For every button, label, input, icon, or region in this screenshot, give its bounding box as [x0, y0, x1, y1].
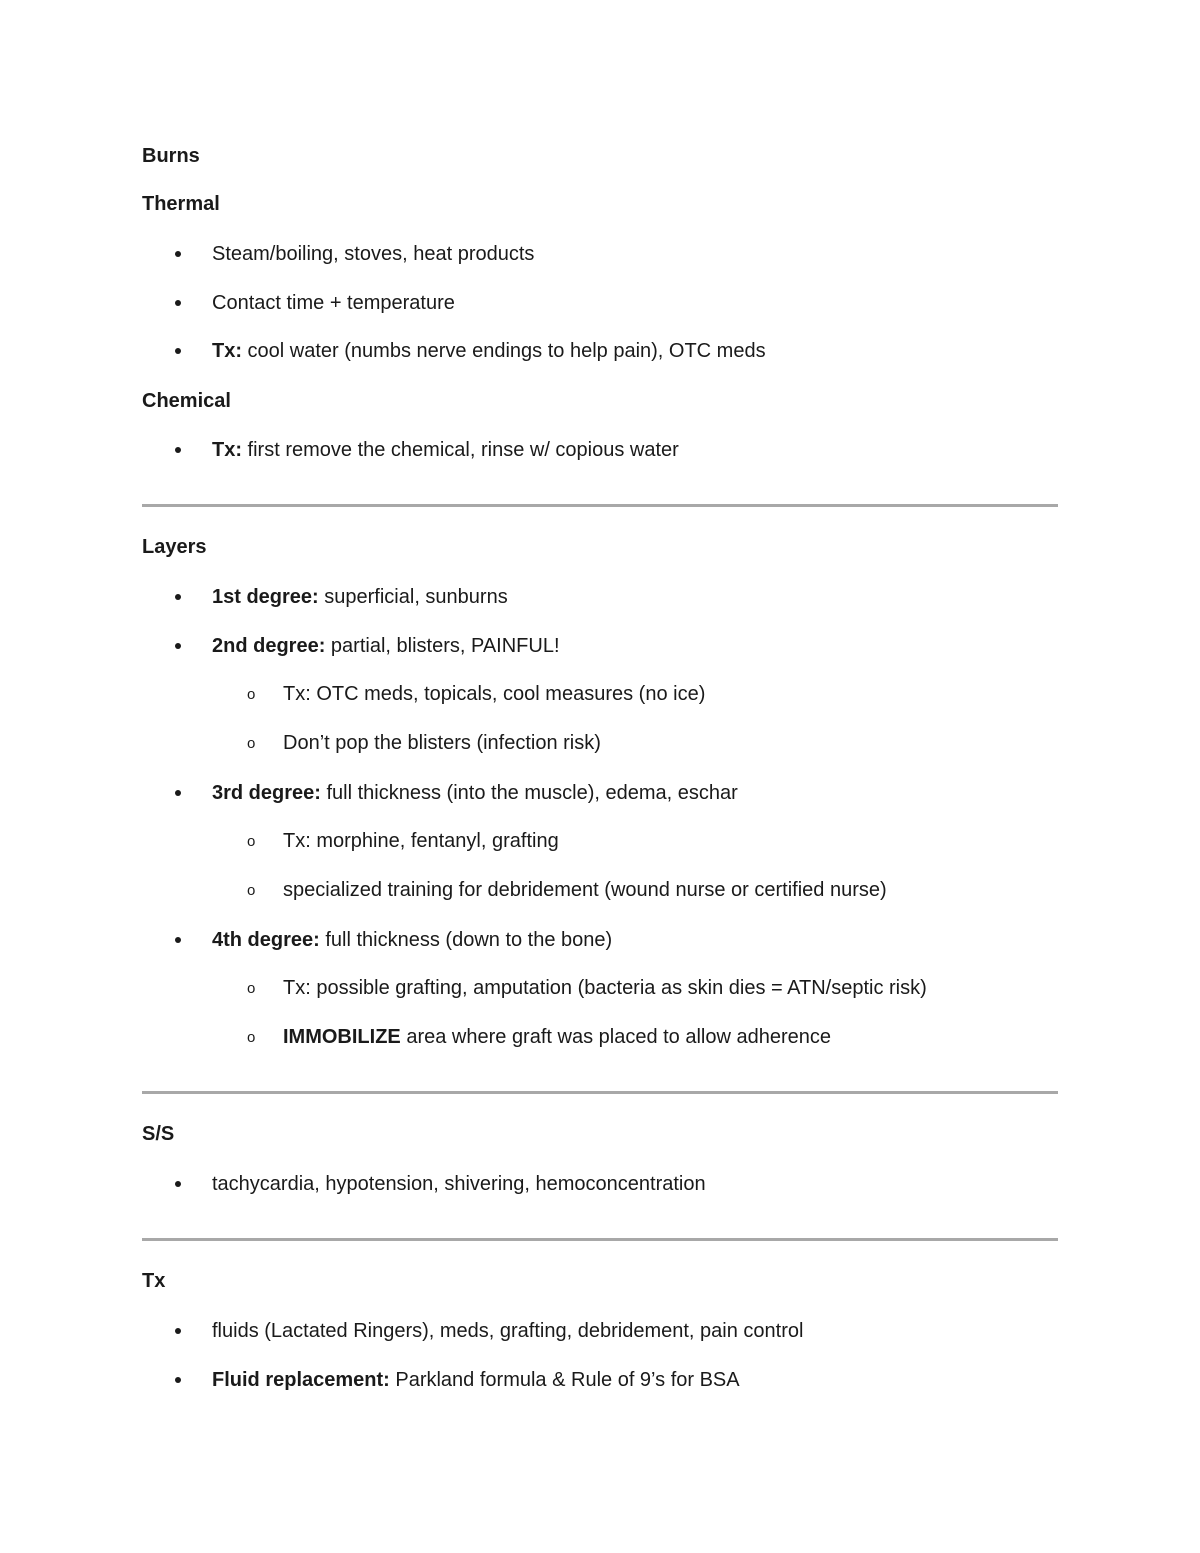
sub-list-item	[283, 682, 705, 706]
item-text: area where graft was placed to allow adherence	[400, 1026, 832, 1048]
list-item	[212, 781, 738, 805]
item-text: Tx: morphine, fentanyl, grafting	[283, 830, 559, 852]
sub-list-item	[283, 976, 927, 1000]
section-divider	[142, 504, 1058, 507]
section-divider	[142, 1091, 1058, 1094]
item-lead: 1st degree:	[212, 586, 319, 608]
item-text: Tx: OTC meds, topicals, cool measures (no ice)	[283, 683, 706, 705]
heading-layers: Layers	[142, 536, 207, 558]
sub-list-item	[283, 1025, 831, 1049]
item-text: Tx: possible grafting, amputation (bacteria as skin dies = ATN/septic risk)	[283, 977, 927, 999]
item-text: full thickness (down to the bone)	[319, 929, 613, 951]
sub-list-item	[283, 829, 559, 853]
item-text: full thickness (into the muscle), edema, eschar	[320, 782, 738, 804]
list-item	[212, 1368, 740, 1392]
item-lead: 2nd degree:	[212, 635, 326, 657]
heading-burns: Burns	[142, 145, 200, 167]
list-item	[212, 339, 766, 363]
item-lead: Tx:	[212, 439, 242, 461]
list-item	[212, 242, 534, 266]
item-lead: 3rd degree:	[212, 782, 321, 804]
list-item	[212, 585, 508, 609]
section-divider	[142, 1238, 1058, 1241]
item-text: cool water (numbs nerve endings to help pain), OTC meds	[242, 340, 766, 362]
list-item	[212, 438, 679, 462]
item-lead: Tx:	[212, 340, 242, 362]
list-item	[212, 634, 560, 658]
item-text: Don’t pop the blisters (infection risk)	[283, 732, 601, 754]
list-item	[212, 291, 455, 315]
item-text: first remove the chemical, rinse w/ copious water	[242, 439, 679, 461]
sub-list-item	[283, 731, 601, 755]
item-text: Contact time + temperature	[212, 292, 455, 314]
heading-thermal: Thermal	[142, 193, 220, 215]
item-lead: 4th degree:	[212, 929, 320, 951]
list-item	[212, 1319, 803, 1343]
item-text: specialized training for debridement (wound nurse or certified nurse)	[283, 879, 887, 901]
item-lead: IMMOBILIZE	[283, 1026, 401, 1048]
sub-list-item	[283, 878, 887, 902]
heading-treatment: Tx	[142, 1270, 166, 1292]
item-text: Parkland formula & Rule of 9’s for BSA	[389, 1369, 740, 1391]
list-item	[212, 928, 612, 952]
heading-chemical: Chemical	[142, 390, 231, 412]
item-text: fluids (Lactated Ringers), meds, grafting, debridement, pain control	[212, 1320, 804, 1342]
heading-signs-symptoms: S/S	[142, 1123, 175, 1145]
item-text: tachycardia, hypotension, shivering, hemoconcentration	[212, 1173, 706, 1195]
item-lead: Fluid replacement:	[212, 1369, 390, 1391]
list-item	[212, 1172, 706, 1196]
item-text: Steam/boiling, stoves, heat products	[212, 243, 535, 265]
item-text: partial, blisters, PAINFUL!	[325, 635, 560, 657]
item-text: superficial, sunburns	[318, 586, 508, 608]
